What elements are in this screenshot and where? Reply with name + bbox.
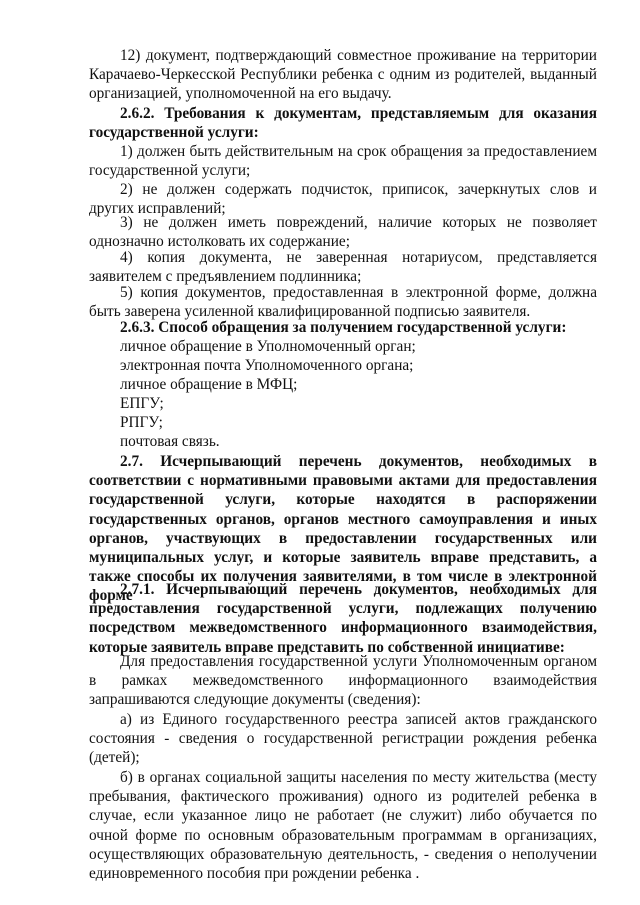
intro-paragraph: Для предоставления государственной услуги Уполномоченным органом в рамках межведомственного информационного взаимодействия запрашиваются следующие документы (сведения): (89, 653, 597, 709)
method-item: РПГУ; (120, 414, 163, 431)
item-a-paragraph: а) из Единого государственного реестра записей актов гражданского состояния - сведения о государственной регистрации рождения ребенка (детей); (89, 711, 597, 767)
heading-2-7: 2.7. Исчерпывающий перечень документов, необходимых в соответствии с нормативными правовыми актами для предоставления государственной услуги, которые находятся в распоряжении государственных органов, органов местного самоуправления и иных органов, участвующих в предоставлении государственных или муниципальных услуг, и которые заявитель вправе представить, а также способы их получения заявителями, в том числе в электронной форме (89, 453, 597, 605)
method-item: почтовая связь. (120, 433, 220, 450)
method-item: личное обращение в Уполномоченный орган; (120, 338, 416, 355)
method-item: личное обращение в МФЦ; (120, 376, 298, 393)
requirement-5: 5) копия документов, предоставленная в электронной форме, должна быть заверена усиленной квалифицированной подписью заявителя. (89, 284, 597, 321)
requirement-4: 4) копия документа, не заверенная нотариусом, представляется заявителем с предъявлением подлинника; (89, 249, 597, 286)
item-12-paragraph: 12) документ, подтверждающий совместное проживание на территории Карачаево-Черкесской Республики ребенка с одним из родителей, выданный организацией, уполномоченной на его выдачу. (89, 47, 597, 103)
item-b-paragraph: б) в органах социальной защиты населения по месту жительства (месту пребывания, фактического проживания) одного из родителей ребенка в случае, если указанное лицо не работает (не служит) либо обучается по очной форме по основным образовательным программам в организациях, осуществляющих образовательную деятельность, - сведения о неполучении единовременного пособия при рождении ребенка . (89, 769, 597, 883)
heading-2-6-3: 2.6.3. Способ обращения за получением государственной услуги: (120, 319, 567, 336)
method-item: электронная почта Уполномоченного органа; (120, 357, 414, 374)
heading-2-6-2: 2.6.2. Требования к документам, представляемым для оказания государственной услуги: (89, 105, 597, 142)
requirement-1: 1) должен быть действительным на срок обращения за предоставлением государственной услуги; (89, 143, 597, 180)
method-item: ЕПГУ; (120, 395, 164, 412)
heading-2-7-1: 2.7.1. Исчерпывающий перечень документов, необходимых для предоставления государственной услуги, подлежащих получению посредством межведомственного информационного взаимодействия, которые заявитель вправе представить по собственной инициативе: (89, 581, 597, 656)
requirement-3: 3) не должен иметь повреждений, наличие которых не позволяет однозначно истолковать их содержание; (89, 214, 597, 251)
requirement-2: 2) не должен содержать подчисток, приписок, зачеркнутых слов и других исправлений; (89, 181, 597, 218)
